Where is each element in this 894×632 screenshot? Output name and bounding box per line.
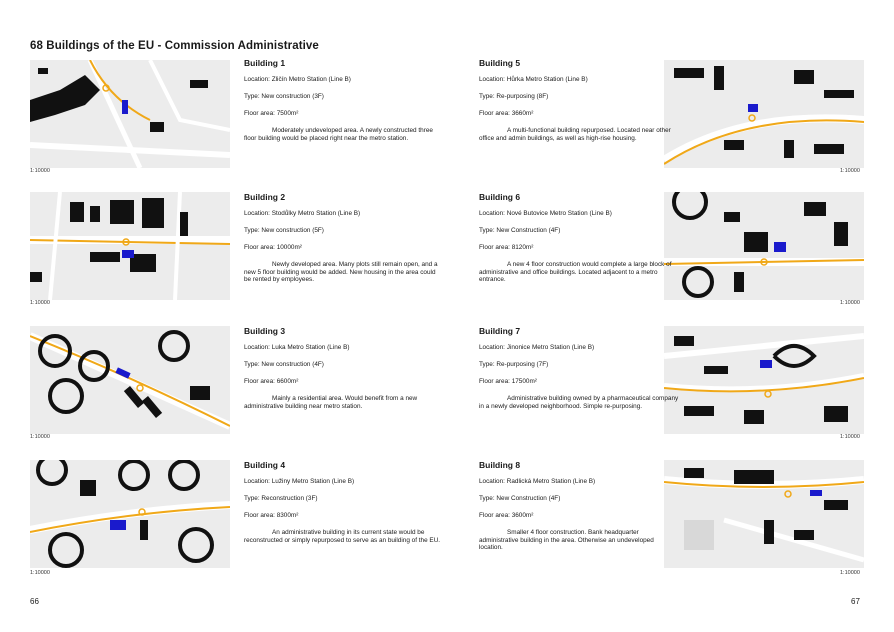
scale-label: 1:10000 — [30, 434, 50, 440]
building-type: Re-purposing (8F) — [496, 93, 549, 100]
map-building-5 — [664, 60, 864, 168]
scale-label: 1:10000 — [840, 300, 860, 306]
building-location: Nové Butovice Metro Station (Line B) — [506, 210, 612, 217]
map-building-3 — [30, 326, 230, 434]
building-2-info: Building 2 Location: Stodůlky Metro Station (Line B) Type: New construction (5F) Floor area: 10000m² Newly developed area. Many plots still remain open, and a new 5 floor building would be added. New housing in the area could be rented by employees. — [244, 192, 444, 293]
page-title: 68 Buildings of the EU - Commission Administrative — [30, 40, 319, 52]
building-3-info: Building 3 Location: Luka Metro Station (Line B) Type: New construction (4F) Floor area: 6600m² Mainly a residential area. Would benefit from a new administrative building near metro station. — [244, 326, 444, 419]
building-type: New Construction (4F) — [496, 495, 561, 502]
building-description: A new 4 floor construction would complete a large block of administrative and office buildings. Located adjacent to a metro entrance. — [479, 261, 672, 284]
building-title: Building 5 — [479, 58, 521, 68]
building-type: New construction (4F) — [261, 361, 324, 368]
building-title: Building 3 — [244, 326, 286, 336]
building-location: Lužiny Metro Station (Line B) — [271, 478, 355, 485]
building-floor-area: 10000m² — [276, 244, 302, 251]
map-building-1 — [30, 60, 230, 168]
building-location: Jinonice Metro Station (Line B) — [506, 344, 595, 351]
building-title: Building 8 — [479, 460, 521, 470]
building-location: Stodůlky Metro Station (Line B) — [271, 210, 361, 217]
building-type: New construction (5F) — [261, 227, 324, 234]
building-description: Mainly a residential area. Would benefit from a new administrative building near metro station. — [244, 395, 418, 410]
building-floor-area: 3660m² — [511, 110, 534, 117]
building-description: An administrative building in its current state would be reconstructed or simply repurposed to serve as an building of the EU. — [244, 529, 441, 544]
building-type: New construction (3F) — [261, 93, 324, 100]
scale-label: 1:10000 — [30, 300, 50, 306]
map-building-2 — [30, 192, 230, 300]
scale-label: 1:10000 — [840, 570, 860, 576]
building-description: Smaller 4 floor construction. Bank headquarter administrative building in the area. Otherwise an undeveloped location. — [479, 529, 654, 552]
map-building-7 — [664, 326, 864, 434]
building-location: Luka Metro Station (Line B) — [271, 344, 350, 351]
scale-label: 1:10000 — [30, 570, 50, 576]
building-description: A multi-functional building repurposed. Located near other office and admin buildings, as well as high-rise housing. — [479, 127, 671, 142]
building-floor-area: 8300m² — [276, 512, 299, 519]
building-type: Reconstruction (3F) — [261, 495, 318, 502]
building-description: Administrative building owned by a pharmaceutical company in a newly developed neighborhood. Simple re-purposing. — [479, 395, 679, 410]
map-building-4 — [30, 460, 230, 568]
building-title: Building 4 — [244, 460, 286, 470]
scale-label: 1:10000 — [840, 434, 860, 440]
building-8-info: Building 8 Location: Radlická Metro Station (Line B) Type: New Construction (4F) Floor area: 3600m² Smaller 4 floor construction. Bank headquarter administrative building in the area. Otherwise an undeveloped location. — [479, 460, 679, 561]
building-title: Building 2 — [244, 192, 286, 202]
building-floor-area: 6600m² — [276, 378, 299, 385]
building-floor-area: 17500m² — [511, 378, 537, 385]
building-6-info: Building 6 Location: Nové Butovice Metro Station (Line B) Type: New Construction (4F) Floor area: 8120m² A new 4 floor construction would complete a large block of administrative and office buildings. Located adjacent to a metro entrance. — [479, 192, 679, 293]
building-description: Newly developed area. Many plots still remain open, and a new 5 floor building would be added. New housing in the area could be rented by employees. — [244, 261, 438, 284]
page-number-right: 67 — [851, 597, 860, 606]
building-7-info: Building 7 Location: Jinonice Metro Station (Line B) Type: Re-purposing (7F) Floor area: 17500m² Administrative building owned by a pharmaceutical company in a newly developed neighborhood. Simple re-purposing. — [479, 326, 679, 410]
map-building-6 — [664, 192, 864, 300]
scale-label: 1:10000 — [840, 168, 860, 174]
building-title: Building 1 — [244, 58, 286, 68]
building-description: Moderately undeveloped area. A newly constructed three floor building would be placed right near the metro station. — [244, 127, 433, 142]
building-1-info: Building 1 Location: Zličín Metro Station (Line B) Type: New construction (3F) Floor area: 7500m² Moderately undeveloped area. A newly constructed three floor building would be placed right near the metro station. — [244, 58, 444, 151]
building-type: New Construction (4F) — [496, 227, 561, 234]
building-title: Building 6 — [479, 192, 521, 202]
building-4-info: Building 4 Location: Lužiny Metro Station (Line B) Type: Reconstruction (3F) Floor area: 8300m² An administrative building in its current state would be reconstructed or simply repurposed to serve as an building of the EU. — [244, 460, 444, 553]
scale-label: 1:10000 — [30, 168, 50, 174]
page-number-left: 66 — [30, 597, 39, 606]
building-floor-area: 8120m² — [511, 244, 534, 251]
building-5-info: Building 5 Location: Hůrka Metro Station (Line B) Type: Re-purposing (8F) Floor area: 3660m² A multi-functional building repurposed. Located near other office and admin buildings, as well as high-rise housing. — [479, 58, 679, 151]
building-title: Building 7 — [479, 326, 521, 336]
building-floor-area: 3600m² — [511, 512, 534, 519]
building-location: Radlická Metro Station (Line B) — [506, 478, 596, 485]
building-location: Zličín Metro Station (Line B) — [271, 76, 351, 83]
building-floor-area: 7500m² — [276, 110, 299, 117]
map-building-8 — [664, 460, 864, 568]
building-location: Hůrka Metro Station (Line B) — [506, 76, 588, 83]
building-type: Re-purposing (7F) — [496, 361, 549, 368]
